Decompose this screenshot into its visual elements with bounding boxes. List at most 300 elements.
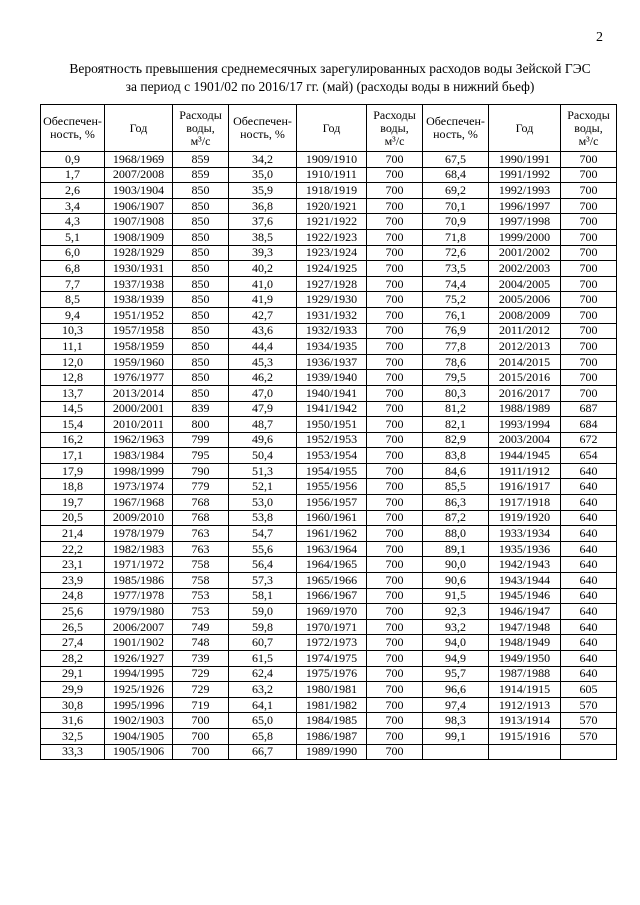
cell-probability: 86,3	[423, 495, 489, 511]
cell-probability: 49,6	[229, 432, 297, 448]
cell-year: 1986/1987	[297, 728, 367, 744]
table-row	[41, 557, 617, 573]
cell-year: 1975/1976	[297, 666, 367, 682]
table-row	[41, 463, 617, 479]
cell-flow: 700	[367, 292, 423, 308]
table-row	[41, 354, 617, 370]
table-row	[41, 713, 617, 729]
cell-year: 1908/1909	[105, 229, 173, 245]
cell-year: 1914/1915	[489, 682, 561, 698]
cell-year: 1910/1911	[297, 167, 367, 183]
header-flow-line: Расходы	[373, 107, 416, 122]
cell-flow: 700	[561, 276, 617, 292]
cell-flow: 700	[367, 573, 423, 589]
cell-flow: 768	[173, 495, 229, 511]
table-row	[41, 307, 617, 323]
cell-probability: 5,1	[41, 229, 105, 245]
cell-probability: 45,3	[229, 354, 297, 370]
cell-flow: 700	[367, 495, 423, 511]
table-row	[41, 245, 617, 261]
table-row	[41, 229, 617, 245]
cell-probability: 60,7	[229, 635, 297, 651]
cell-flow: 700	[561, 323, 617, 339]
cell-year: 1958/1959	[105, 339, 173, 355]
header-probability-line: Обеспечен-	[43, 114, 102, 128]
header-probability-line: ность, %	[433, 127, 478, 141]
cell-probability: 34,2	[229, 152, 297, 168]
cell-year: 1967/1968	[105, 495, 173, 511]
cell-flow: 850	[173, 385, 229, 401]
cell-flow: 684	[561, 417, 617, 433]
cell-year: 1946/1947	[489, 604, 561, 620]
cell-flow: 850	[173, 276, 229, 292]
cell-probability: 47,0	[229, 385, 297, 401]
cell-probability: 12,8	[41, 370, 105, 386]
table-row	[41, 370, 617, 386]
cell-flow: 700	[367, 666, 423, 682]
cell-probability: 29,9	[41, 682, 105, 698]
cell-probability: 96,6	[423, 682, 489, 698]
cell-year: 1932/1933	[297, 323, 367, 339]
header-flow	[367, 105, 423, 152]
cell-probability: 13,7	[41, 385, 105, 401]
cell-year: 1973/1974	[105, 479, 173, 495]
cell-probability: 47,9	[229, 401, 297, 417]
cell-year: 1903/1904	[105, 183, 173, 199]
cell-flow: 700	[367, 557, 423, 573]
cell-year: 1988/1989	[489, 401, 561, 417]
cell-year: 1913/1914	[489, 713, 561, 729]
cell-probability: 68,4	[423, 167, 489, 183]
cell-probability: 48,7	[229, 417, 297, 433]
cell-probability: 75,2	[423, 292, 489, 308]
cell-year: 1995/1996	[105, 697, 173, 713]
cell-flow: 640	[561, 526, 617, 542]
table-row	[41, 604, 617, 620]
cell-year: 1934/1935	[297, 339, 367, 355]
cell-probability: 44,4	[229, 339, 297, 355]
cell-year: 1981/1982	[297, 697, 367, 713]
cell-year: 1999/2000	[489, 229, 561, 245]
table-row	[41, 448, 617, 464]
cell-flow: 850	[173, 198, 229, 214]
cell-flow: 850	[173, 229, 229, 245]
cell-year: 1955/1956	[297, 479, 367, 495]
cell-flow: 700	[561, 198, 617, 214]
cell-year: 1992/1993	[489, 183, 561, 199]
table-row	[41, 728, 617, 744]
cell-probability: 82,9	[423, 432, 489, 448]
cell-flow: 700	[367, 697, 423, 713]
cell-year: 1997/1998	[489, 214, 561, 230]
cell-flow: 850	[173, 370, 229, 386]
cell-probability: 76,9	[423, 323, 489, 339]
table-row	[41, 401, 617, 417]
cell-probability: 33,3	[41, 744, 105, 760]
cell-flow: 850	[173, 183, 229, 199]
cell-year: 2001/2002	[489, 245, 561, 261]
cell-flow: 749	[173, 619, 229, 635]
cell-year: 1923/1924	[297, 245, 367, 261]
cell-year: 1938/1939	[105, 292, 173, 308]
cell-year: 2004/2005	[489, 276, 561, 292]
cell-flow: 790	[173, 463, 229, 479]
cell-probability: 53,0	[229, 495, 297, 511]
cell-flow: 700	[561, 261, 617, 277]
cell-flow: 800	[173, 417, 229, 433]
cell-probability: 78,6	[423, 354, 489, 370]
cell-flow: 700	[367, 541, 423, 557]
cell-probability: 83,8	[423, 448, 489, 464]
cell-flow: 640	[561, 666, 617, 682]
cell-flow: 768	[173, 510, 229, 526]
cell-probability: 28,2	[41, 651, 105, 667]
cell-year: 1943/1944	[489, 573, 561, 589]
table-row	[41, 339, 617, 355]
cell-year: 1974/1975	[297, 651, 367, 667]
cell-flow: 799	[173, 432, 229, 448]
cell-probability: 91,5	[423, 588, 489, 604]
cell-year: 1994/1995	[105, 666, 173, 682]
cell-year: 1952/1953	[297, 432, 367, 448]
cell-flow: 570	[561, 697, 617, 713]
cell-probability: 12,0	[41, 354, 105, 370]
cell-year: 1965/1966	[297, 573, 367, 589]
cell-flow: 763	[173, 541, 229, 557]
cell-year: 2007/2008	[105, 167, 173, 183]
document-title	[40, 60, 620, 96]
cell-probability: 41,0	[229, 276, 297, 292]
cell-flow: 640	[561, 495, 617, 511]
cell-probability: 43,6	[229, 323, 297, 339]
cell-probability: 15,4	[41, 417, 105, 433]
header-flow-line: воды,	[574, 120, 603, 135]
cell-year: 2010/2011	[105, 417, 173, 433]
cell-year: 1922/1923	[297, 229, 367, 245]
cell-probability: 99,1	[423, 728, 489, 744]
cell-flow: 779	[173, 479, 229, 495]
cell-probability: 24,8	[41, 588, 105, 604]
cell-year: 1918/1919	[297, 183, 367, 199]
table-row	[41, 214, 617, 230]
cell-year: 1987/1988	[489, 666, 561, 682]
cell-year: 1915/1916	[489, 728, 561, 744]
cell-year: 1978/1979	[105, 526, 173, 542]
cell-year: 1907/1908	[105, 214, 173, 230]
cell-probability: 53,8	[229, 510, 297, 526]
cell-year: 1985/1986	[105, 573, 173, 589]
cell-probability: 55,6	[229, 541, 297, 557]
cell-year: 1954/1955	[297, 463, 367, 479]
cell-flow: 700	[561, 152, 617, 168]
cell-probability: 71,8	[423, 229, 489, 245]
cell-year: 1941/1942	[297, 401, 367, 417]
header-flow-line: м³/с	[190, 133, 211, 148]
header-flow-line: Расходы	[179, 107, 222, 122]
cell-year: 1947/1948	[489, 619, 561, 635]
table-row	[41, 432, 617, 448]
header-year: Год	[297, 105, 367, 152]
cell-probability: 70,9	[423, 214, 489, 230]
cell-flow: 640	[561, 541, 617, 557]
cell-flow: 700	[367, 385, 423, 401]
cell-flow: 850	[173, 323, 229, 339]
title-line-2: за период с 1901/02 по 2016/17 гг. (май) (расходы воды в нижний бьеф)	[125, 79, 535, 94]
cell-probability: 36,8	[229, 198, 297, 214]
cell-year: 1933/1934	[489, 526, 561, 542]
header-probability	[423, 105, 489, 152]
cell-year: 1949/1950	[489, 651, 561, 667]
cell-year: 1959/1960	[105, 354, 173, 370]
cell-probability: 93,2	[423, 619, 489, 635]
cell-year: 1944/1945	[489, 448, 561, 464]
cell-flow: 795	[173, 448, 229, 464]
cell-year: 1962/1963	[105, 432, 173, 448]
cell-year: 1901/1902	[105, 635, 173, 651]
cell-year: 1917/1918	[489, 495, 561, 511]
header-probability-line: Обеспечен-	[426, 114, 485, 128]
cell-year: 1966/1967	[297, 588, 367, 604]
cell-probability: 76,1	[423, 307, 489, 323]
cell-probability: 35,0	[229, 167, 297, 183]
cell-year: 1927/1928	[297, 276, 367, 292]
cell-probability: 50,4	[229, 448, 297, 464]
cell-year: 1936/1937	[297, 354, 367, 370]
cell-flow: 739	[173, 651, 229, 667]
cell-flow: 640	[561, 479, 617, 495]
cell-year: 1953/1954	[297, 448, 367, 464]
cell-probability: 19,7	[41, 495, 105, 511]
cell-flow: 700	[367, 651, 423, 667]
cell-probability: 59,8	[229, 619, 297, 635]
cell-probability: 51,3	[229, 463, 297, 479]
cell-flow: 700	[367, 229, 423, 245]
cell-probability: 0,9	[41, 152, 105, 168]
cell-probability: 77,8	[423, 339, 489, 355]
table-row	[41, 744, 617, 760]
cell-flow: 729	[173, 666, 229, 682]
header-probability-line: ность, %	[240, 127, 285, 141]
cell-year: 1909/1910	[297, 152, 367, 168]
cell-year: 1948/1949	[489, 635, 561, 651]
cell-probability: 56,4	[229, 557, 297, 573]
cell-flow: 700	[561, 307, 617, 323]
cell-year: 1976/1977	[105, 370, 173, 386]
cell-year: 1929/1930	[297, 292, 367, 308]
table-row	[41, 152, 617, 168]
cell-flow: 700	[367, 635, 423, 651]
cell-year: 1940/1941	[297, 385, 367, 401]
cell-probability: 2,6	[41, 183, 105, 199]
cell-flow: 700	[367, 354, 423, 370]
cell-probability: 1,7	[41, 167, 105, 183]
cell-probability: 8,5	[41, 292, 105, 308]
cell-year: 2008/2009	[489, 307, 561, 323]
title-line-1: Вероятность превышения среднемесячных зарегулированных расходов воды Зейской ГЭС	[69, 61, 591, 76]
cell-flow: 672	[561, 432, 617, 448]
cell-year: 1926/1927	[105, 651, 173, 667]
cell-probability: 64,1	[229, 697, 297, 713]
cell-probability: 62,4	[229, 666, 297, 682]
cell-year: 1982/1983	[105, 541, 173, 557]
cell-flow: 700	[367, 276, 423, 292]
cell-probability: 3,4	[41, 198, 105, 214]
cell-probability: 82,1	[423, 417, 489, 433]
cell-flow: 700	[367, 152, 423, 168]
cell-probability: 23,1	[41, 557, 105, 573]
cell-flow: 850	[173, 261, 229, 277]
cell-probability: 16,2	[41, 432, 105, 448]
cell-flow: 700	[367, 214, 423, 230]
cell-flow: 700	[367, 604, 423, 620]
cell-probability: 97,4	[423, 697, 489, 713]
cell-year: 1960/1961	[297, 510, 367, 526]
cell-flow: 700	[367, 339, 423, 355]
table-row	[41, 495, 617, 511]
cell-year: 1950/1951	[297, 417, 367, 433]
cell-flow: 700	[367, 619, 423, 635]
table-row	[41, 588, 617, 604]
cell-year: 1961/1962	[297, 526, 367, 542]
header-flow-line: м³/с	[578, 133, 599, 148]
cell-probability: 94,0	[423, 635, 489, 651]
cell-flow: 654	[561, 448, 617, 464]
cell-flow: 700	[367, 728, 423, 744]
cell-flow: 700	[367, 448, 423, 464]
table-row	[41, 510, 617, 526]
exceedance-probability-table	[40, 104, 617, 760]
cell-year: 1963/1964	[297, 541, 367, 557]
cell-probability: 39,3	[229, 245, 297, 261]
cell-probability: 66,7	[229, 744, 297, 760]
cell-year: 1928/1929	[105, 245, 173, 261]
cell-probability: 18,8	[41, 479, 105, 495]
cell-flow: 758	[173, 557, 229, 573]
header-year: Год	[105, 105, 173, 152]
cell-year: 1925/1926	[105, 682, 173, 698]
cell-flow: 700	[367, 479, 423, 495]
cell-year: 2000/2001	[105, 401, 173, 417]
cell-year: 1980/1981	[297, 682, 367, 698]
cell-flow: 640	[561, 604, 617, 620]
cell-probability: 85,5	[423, 479, 489, 495]
cell-probability: 38,5	[229, 229, 297, 245]
cell-year: 1979/1980	[105, 604, 173, 620]
cell-probability: 54,7	[229, 526, 297, 542]
table-row	[41, 682, 617, 698]
cell-year: 1989/1990	[297, 744, 367, 760]
cell-year: 2005/2006	[489, 292, 561, 308]
cell-year: 1993/1994	[489, 417, 561, 433]
cell-year: 2002/2003	[489, 261, 561, 277]
cell-year: 2006/2007	[105, 619, 173, 635]
cell-flow: 700	[367, 401, 423, 417]
cell-flow: 729	[173, 682, 229, 698]
cell-flow: 700	[561, 167, 617, 183]
table-row	[41, 276, 617, 292]
header-flow-line: воды,	[186, 120, 215, 135]
page-number: 2	[596, 30, 603, 45]
cell-probability: 70,1	[423, 198, 489, 214]
cell-flow: 700	[367, 526, 423, 542]
cell-flow: 700	[561, 292, 617, 308]
cell-probability: 7,7	[41, 276, 105, 292]
cell-flow: 700	[173, 728, 229, 744]
cell-flow: 687	[561, 401, 617, 417]
cell-flow: 640	[561, 510, 617, 526]
cell-year: 1957/1958	[105, 323, 173, 339]
header-probability-line: Обеспечен-	[233, 114, 292, 128]
cell-flow: 700	[367, 713, 423, 729]
cell-flow: 850	[173, 354, 229, 370]
table-row	[41, 526, 617, 542]
table-row	[41, 198, 617, 214]
cell-year: 1920/1921	[297, 198, 367, 214]
cell-probability: 37,6	[229, 214, 297, 230]
cell-probability: 9,4	[41, 307, 105, 323]
cell-year: 1912/1913	[489, 697, 561, 713]
cell-probability: 6,8	[41, 261, 105, 277]
table-row	[41, 666, 617, 682]
cell-probability: 52,1	[229, 479, 297, 495]
cell-flow: 605	[561, 682, 617, 698]
cell-probability: 40,2	[229, 261, 297, 277]
cell-year: 1942/1943	[489, 557, 561, 573]
cell-flow: 700	[367, 198, 423, 214]
cell-flow: 700	[367, 432, 423, 448]
cell-probability: 72,6	[423, 245, 489, 261]
table-row	[41, 183, 617, 199]
header-year: Год	[489, 105, 561, 152]
header-flow-line: м³/с	[384, 133, 405, 148]
table-body	[41, 152, 617, 760]
cell-year: 1921/1922	[297, 214, 367, 230]
cell-flow: 700	[367, 307, 423, 323]
cell-probability: 92,3	[423, 604, 489, 620]
cell-year: 1911/1912	[489, 463, 561, 479]
cell-flow: 700	[561, 183, 617, 199]
cell-probability: 6,0	[41, 245, 105, 261]
cell-year: 1971/1972	[105, 557, 173, 573]
cell-flow: 700	[367, 167, 423, 183]
header-flow-line: воды,	[380, 120, 409, 135]
header-flow	[561, 105, 617, 152]
cell-year: 1984/1985	[297, 713, 367, 729]
cell-probability: 30,8	[41, 697, 105, 713]
cell-probability: 58,1	[229, 588, 297, 604]
cell-year: 1931/1932	[297, 307, 367, 323]
cell-probability: 81,2	[423, 401, 489, 417]
cell-year: 1937/1938	[105, 276, 173, 292]
header-probability	[41, 105, 105, 152]
cell-year: 1930/1931	[105, 261, 173, 277]
cell-year: 1969/1970	[297, 604, 367, 620]
cell-flow: 839	[173, 401, 229, 417]
cell-flow: 700	[173, 713, 229, 729]
cell-year: 1983/1984	[105, 448, 173, 464]
cell-probability: 35,9	[229, 183, 297, 199]
cell-probability: 59,0	[229, 604, 297, 620]
cell-flow: 700	[367, 370, 423, 386]
cell-flow: 850	[173, 245, 229, 261]
cell-year: 1945/1946	[489, 588, 561, 604]
cell-year: 2012/2013	[489, 339, 561, 355]
table-row	[41, 697, 617, 713]
cell-probability: 80,3	[423, 385, 489, 401]
cell-probability: 57,3	[229, 573, 297, 589]
cell-year: 2013/2014	[105, 385, 173, 401]
cell-year: 1924/1925	[297, 261, 367, 277]
